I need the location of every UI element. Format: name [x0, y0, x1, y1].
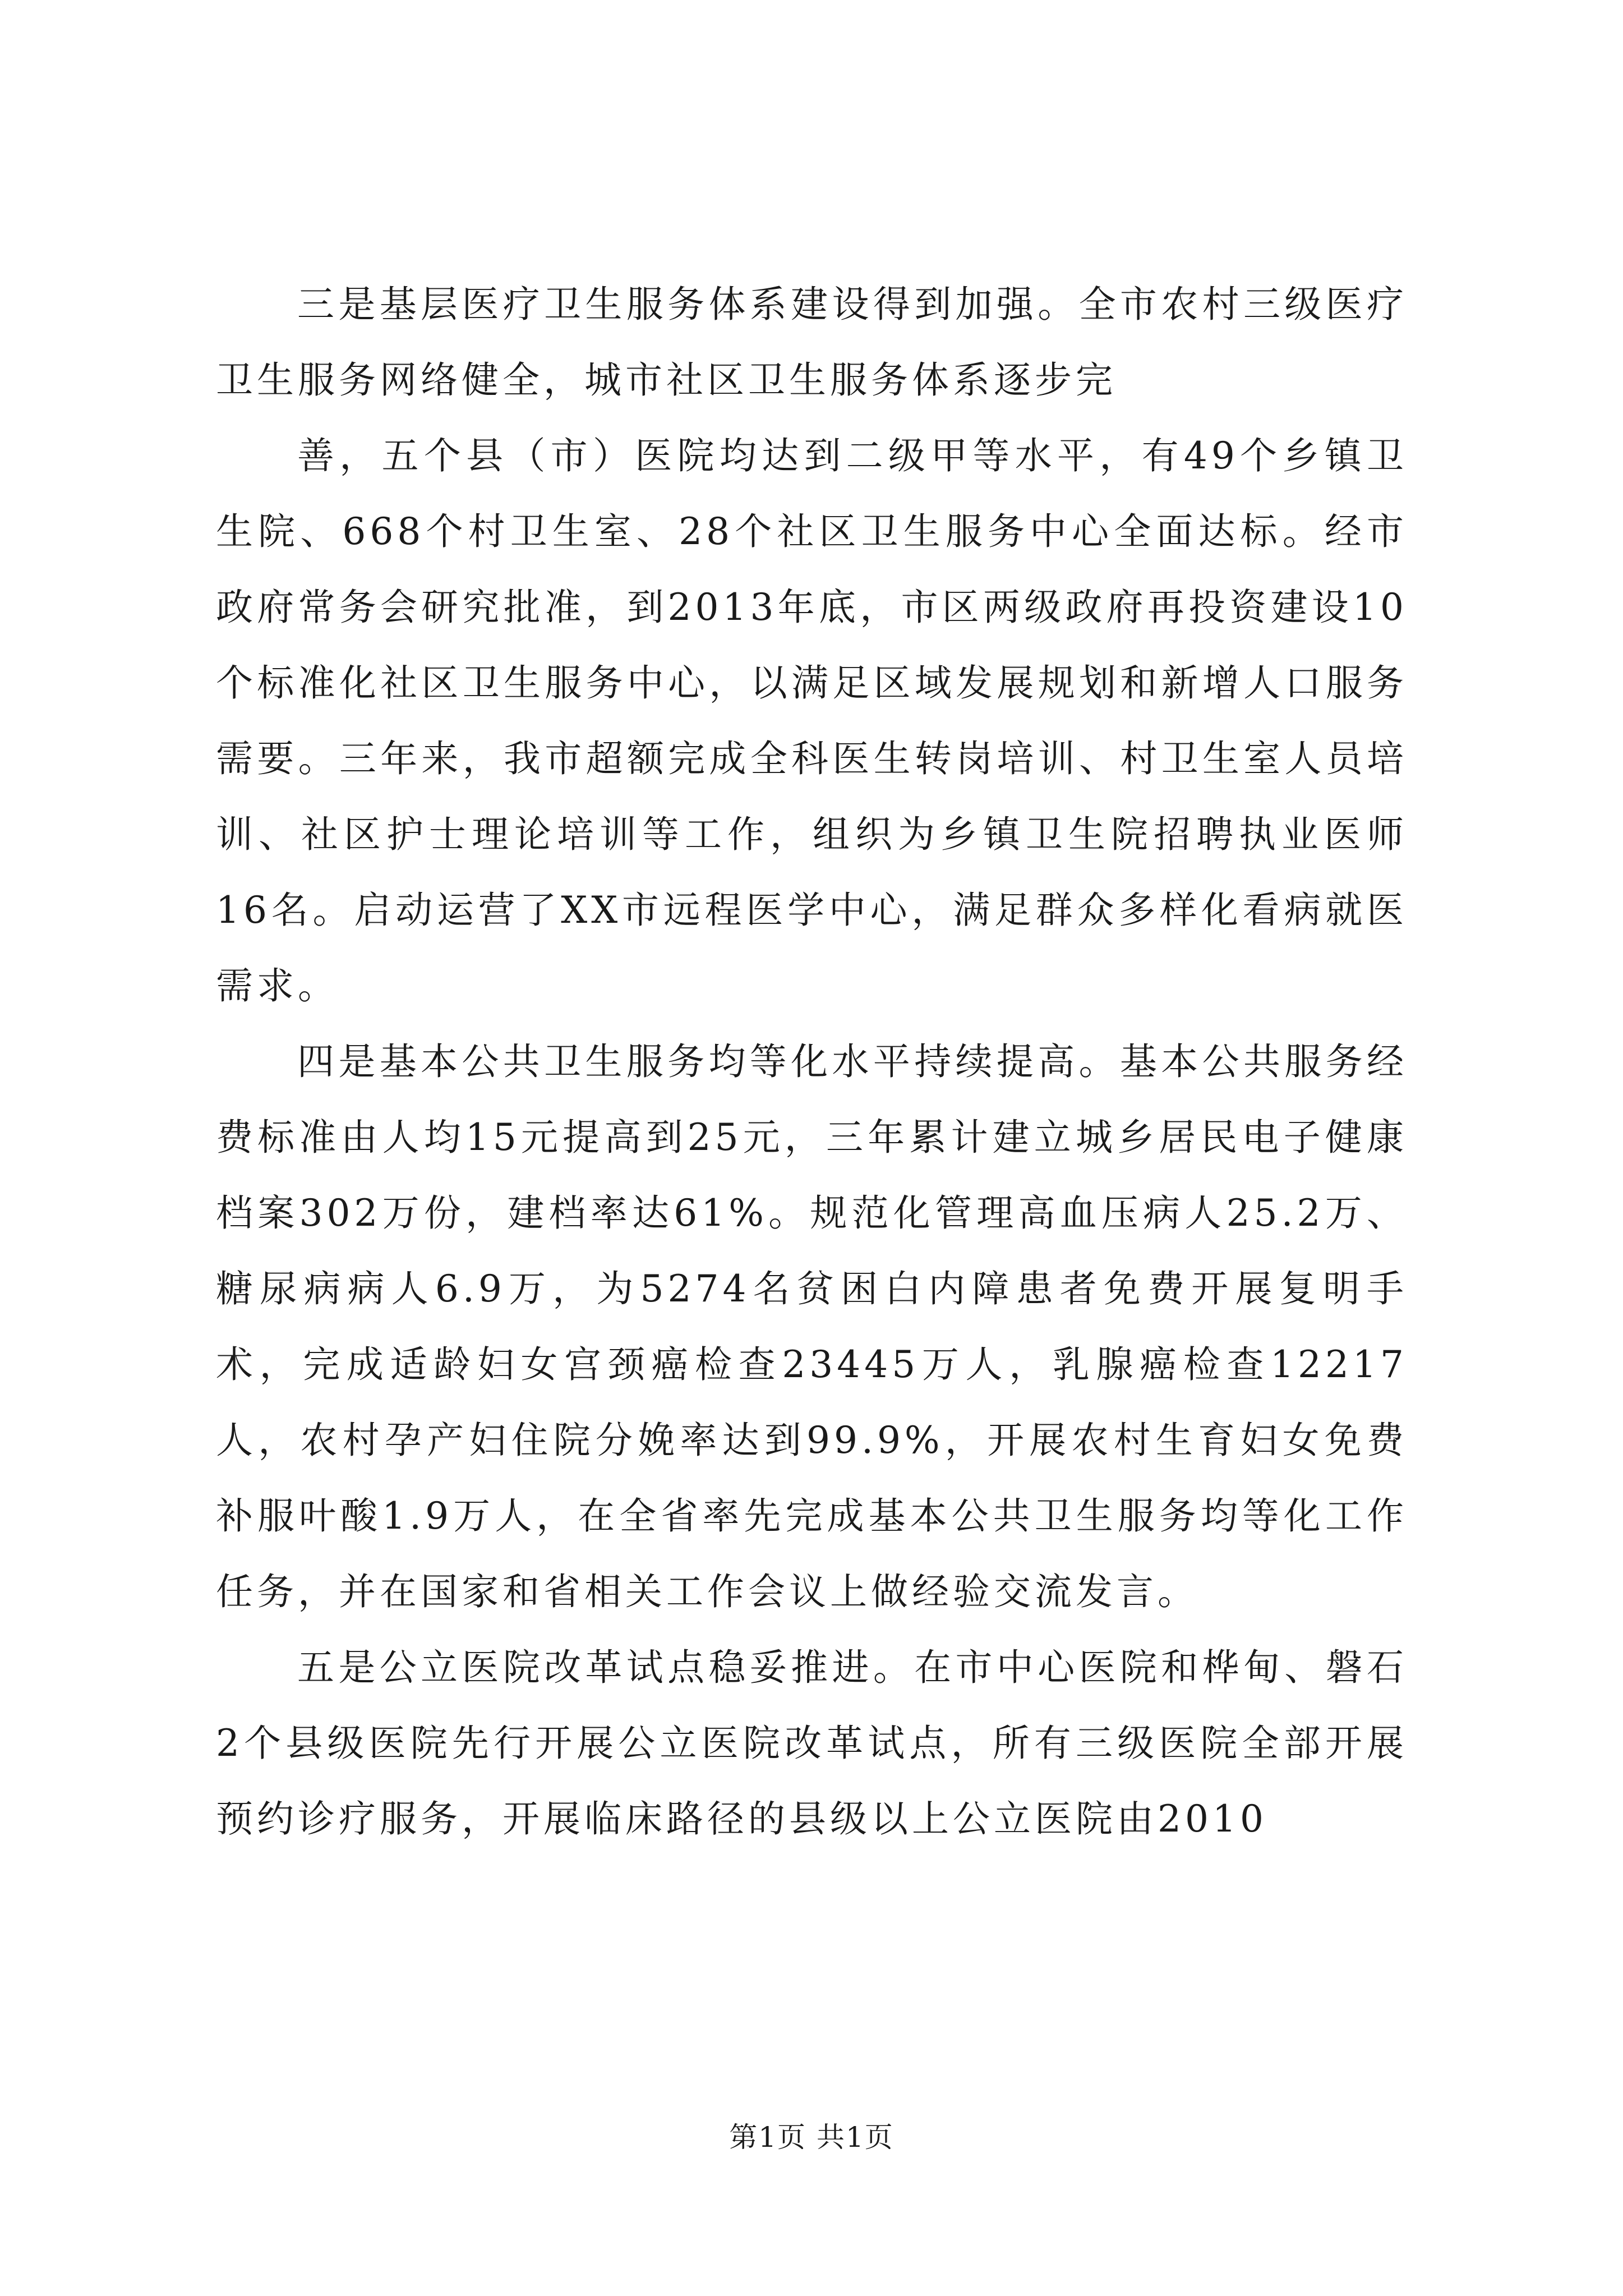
paragraph-2: 善，五个县（市）医院均达到二级甲等水平，有49个乡镇卫生院、668个村卫生室、28个社区卫生服务中心全面达标。经市政府常务会研究批准，到2013年底，市区两级政府再投资建设10个标准化社区卫生服务中心，以满足区域发展规划和新增人口服务需要。三年来，我市超额完成全科医生转岗培训、村卫生室人员培训、社区护士理论培训等工作，组织为乡镇卫生院招聘执业医师16名。启动运营了XX市远程医学中心，满足群众多样化看病就医需求。 — [216, 434, 1408, 1007]
paragraph-4: 五是公立医院改革试点稳妥推进。在市中心医院和桦甸、磐石2个县级医院先行开展公立医院改革试点，所有三级医院全部开展预约诊疗服务，开展临床路径的县级以上公立医院由2010 — [216, 1646, 1408, 1841]
paragraph-1: 三是基层医疗卫生服务体系建设得到加强。全市农村三级医疗卫生服务网络健全，城市社区卫生服务体系逐步完 — [216, 283, 1408, 402]
page-footer: 第1页 共1页 — [729, 2121, 894, 2154]
document-body — [216, 266, 1408, 1857]
paragraph-3: 四是基本公共卫生服务均等化水平持续提高。基本公共服务经费标准由人均15元提高到25元，三年累计建立城乡居民电子健康档案302万份，建档率达61%。规范化管理高血压病人25.2万、糖尿病病人6.9万，为5274名贫困白内障患者免费开展复明手术，完成适龄妇女宫颈癌检查23445万人，乳腺癌检查12217人，农村孕产妇住院分娩率达到99.9%，开展农村生育妇女免费补服叶酸1.9万人，在全省率先完成基本公共卫生服务均等化工作任务，并在国家和省相关工作会议上做经验交流发言。 — [216, 1040, 1408, 1613]
